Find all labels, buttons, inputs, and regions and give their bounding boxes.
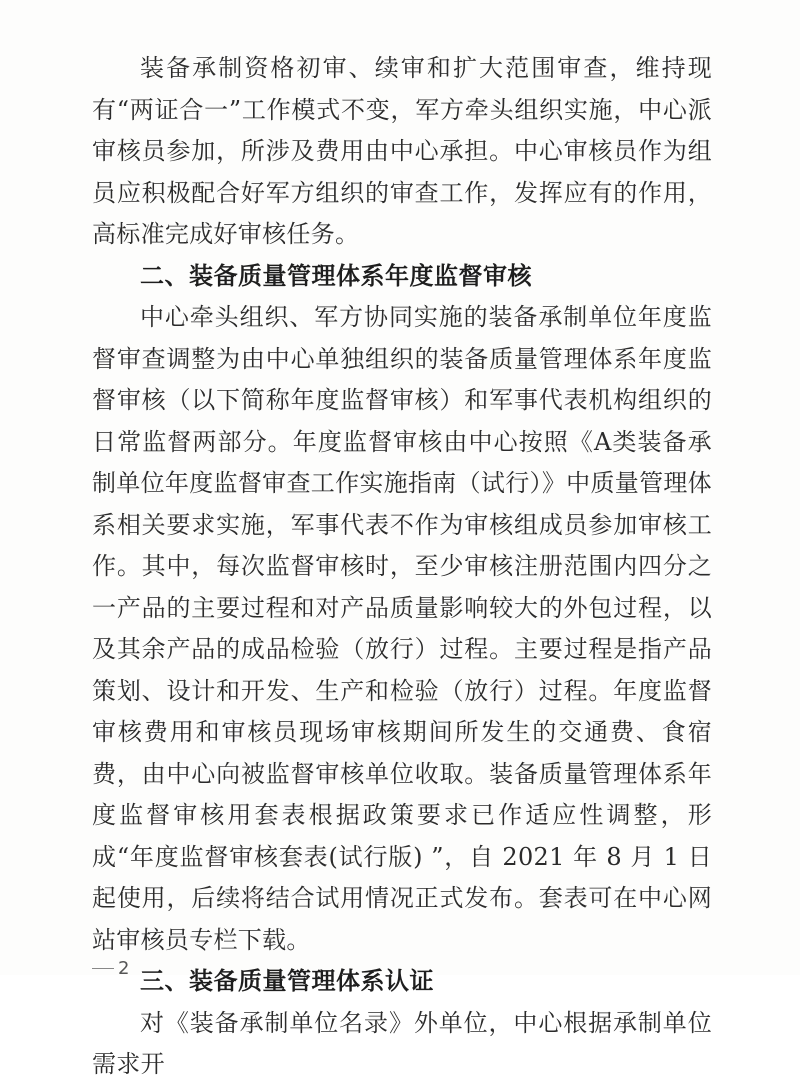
- section-heading-annual-audit: 二、装备质量管理体系年度监督审核: [140, 261, 532, 290]
- paragraph-qualification-review: 装备承制资格初审、续审和扩大范围审查，维持现有“两证合一”工作模式不变，军方牵头组织实施，中心派审核员参加，所涉及费用由中心承担。中心审核员作为组员应积极配合好军方组织的审查工作，发挥应有的作用，高标准完成好审核任务。: [92, 54, 712, 248]
- page-number: 2: [118, 958, 130, 979]
- paragraph-annual-audit: 中心牵头组织、军方协同实施的装备承制单位年度监督审查调整为由中心单独组织的装备质量管理体系年度监督审核（以下简称年度监督审核）和军事代表机构组织的日常监督两部分。年度监督审核由中心按照《A类装备承制单位年度监督审查工作实施指南（试行）》中质量管理体系相关要求实施，军事代表不作为审核组成员参加审核工作。其中，每次监督审核时，至少审核注册范围内四分之一产品的主要过程和对产品质量影响较大的外包过程，以及其余产品的成品检验（放行）过程。主要过程是指产品策划、设计和开发、生产和检验（放行）过程。年度监督审核费用和审核员现场审核期间所发生的交通费、食宿费，由中心向被监督审核单位收取。装备质量管理体系年度监督审核用套表根据政策要求已作适应性调整，形成“年度监督审核套表(试行版) ”，自 2021 年 8 月 1 日起使用，后续将结合试用情况正式发布。套表可在中心网站审核员专栏下载。: [92, 303, 712, 954]
- section-heading-certification: 三、装备质量管理体系认证: [140, 967, 434, 995]
- document-body: [92, 48, 712, 1086]
- page-number-dash: [92, 968, 114, 969]
- paragraph-certification: 对《装备承制单位名录》外单位，中心根据承制单位需求开: [92, 1008, 712, 1078]
